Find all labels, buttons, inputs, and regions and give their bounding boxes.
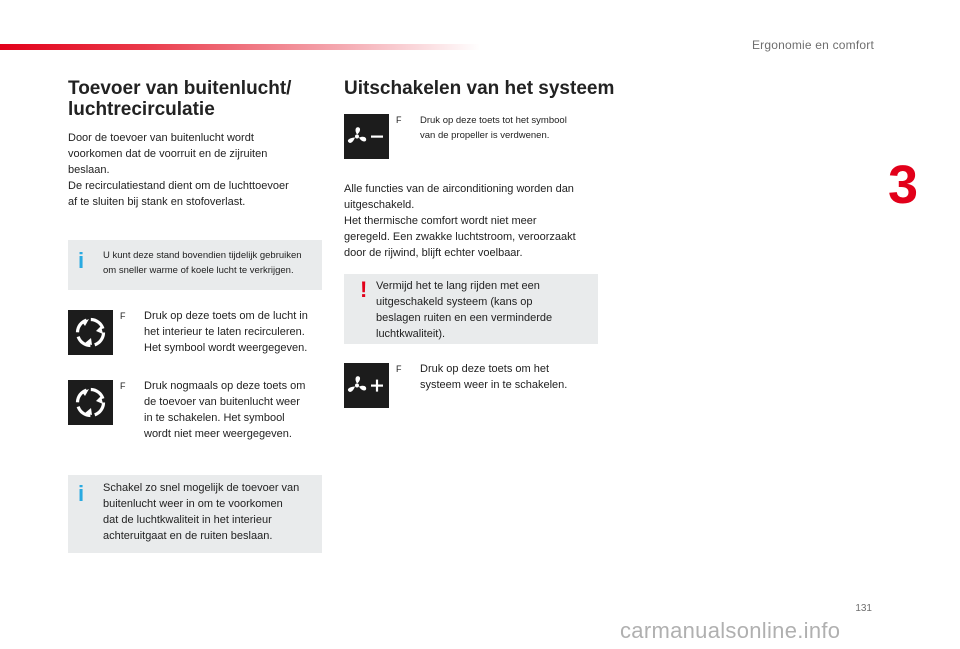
left-intro: Door de toevoer van buitenlucht wordt voorkomen dat de voorruit en de zijruiten beslaan. De recirculatiestand dient om de luchttoevoer af te sluiten bij stank en stofoverlast. bbox=[68, 132, 289, 208]
header-accent-bar bbox=[0, 44, 480, 50]
info-box-2: i Schakel zo snel mogelijk de toevoer van buitenlucht weer in om te voorkomen dat de luchtkwaliteit in het interieur achteruitgaat en de ruiten beslaan. bbox=[68, 475, 322, 553]
fan-off-button-tile[interactable] bbox=[344, 114, 389, 159]
watermark: carmanualsonline.info bbox=[620, 618, 841, 643]
section-title: Ergonomie en comfort bbox=[751, 38, 874, 52]
recirculation-icon bbox=[68, 310, 113, 355]
right-body: Alle functies van de airconditioning worden dan uitgeschakeld. Het thermische comfort wordt niet meer geregeld. Een zwakke luchtstroom, veroorzaakt door de rijwind, blijft echter voelbaar. bbox=[344, 183, 576, 259]
warning-box: ! Vermijd het te lang rijden met een uitgeschakeld systeem (kans op beslagen ruiten en een verminderde luchtkwaliteit). bbox=[344, 274, 598, 344]
left-heading: Toevoer van buitenlucht/ luchtrecirculatie bbox=[68, 78, 292, 120]
chapter-number: 3 bbox=[888, 155, 919, 215]
info-icon: i bbox=[78, 248, 85, 273]
recirculation-button-tile[interactable] bbox=[68, 310, 113, 355]
outside-air-button-tile[interactable] bbox=[68, 380, 113, 425]
warning-icon: ! bbox=[360, 277, 368, 302]
fan-on-button-tile[interactable] bbox=[344, 363, 389, 408]
info-box-1: i U kunt deze stand bovendien tijdelijk gebruiken om sneller warme of koele lucht te verkrijgen. bbox=[68, 240, 322, 290]
fan-plus-icon bbox=[344, 363, 389, 408]
page-number: 131 bbox=[855, 603, 872, 614]
bullet-icon: F bbox=[120, 311, 126, 321]
bullet-icon: F bbox=[396, 364, 402, 374]
fan-minus-icon bbox=[344, 114, 389, 159]
right-heading: Uitschakelen van het systeem bbox=[344, 78, 615, 99]
bullet-icon: F bbox=[120, 381, 126, 391]
bullet-icon: F bbox=[396, 115, 402, 125]
info-icon: i bbox=[78, 481, 85, 506]
recirculation-icon bbox=[68, 380, 113, 425]
